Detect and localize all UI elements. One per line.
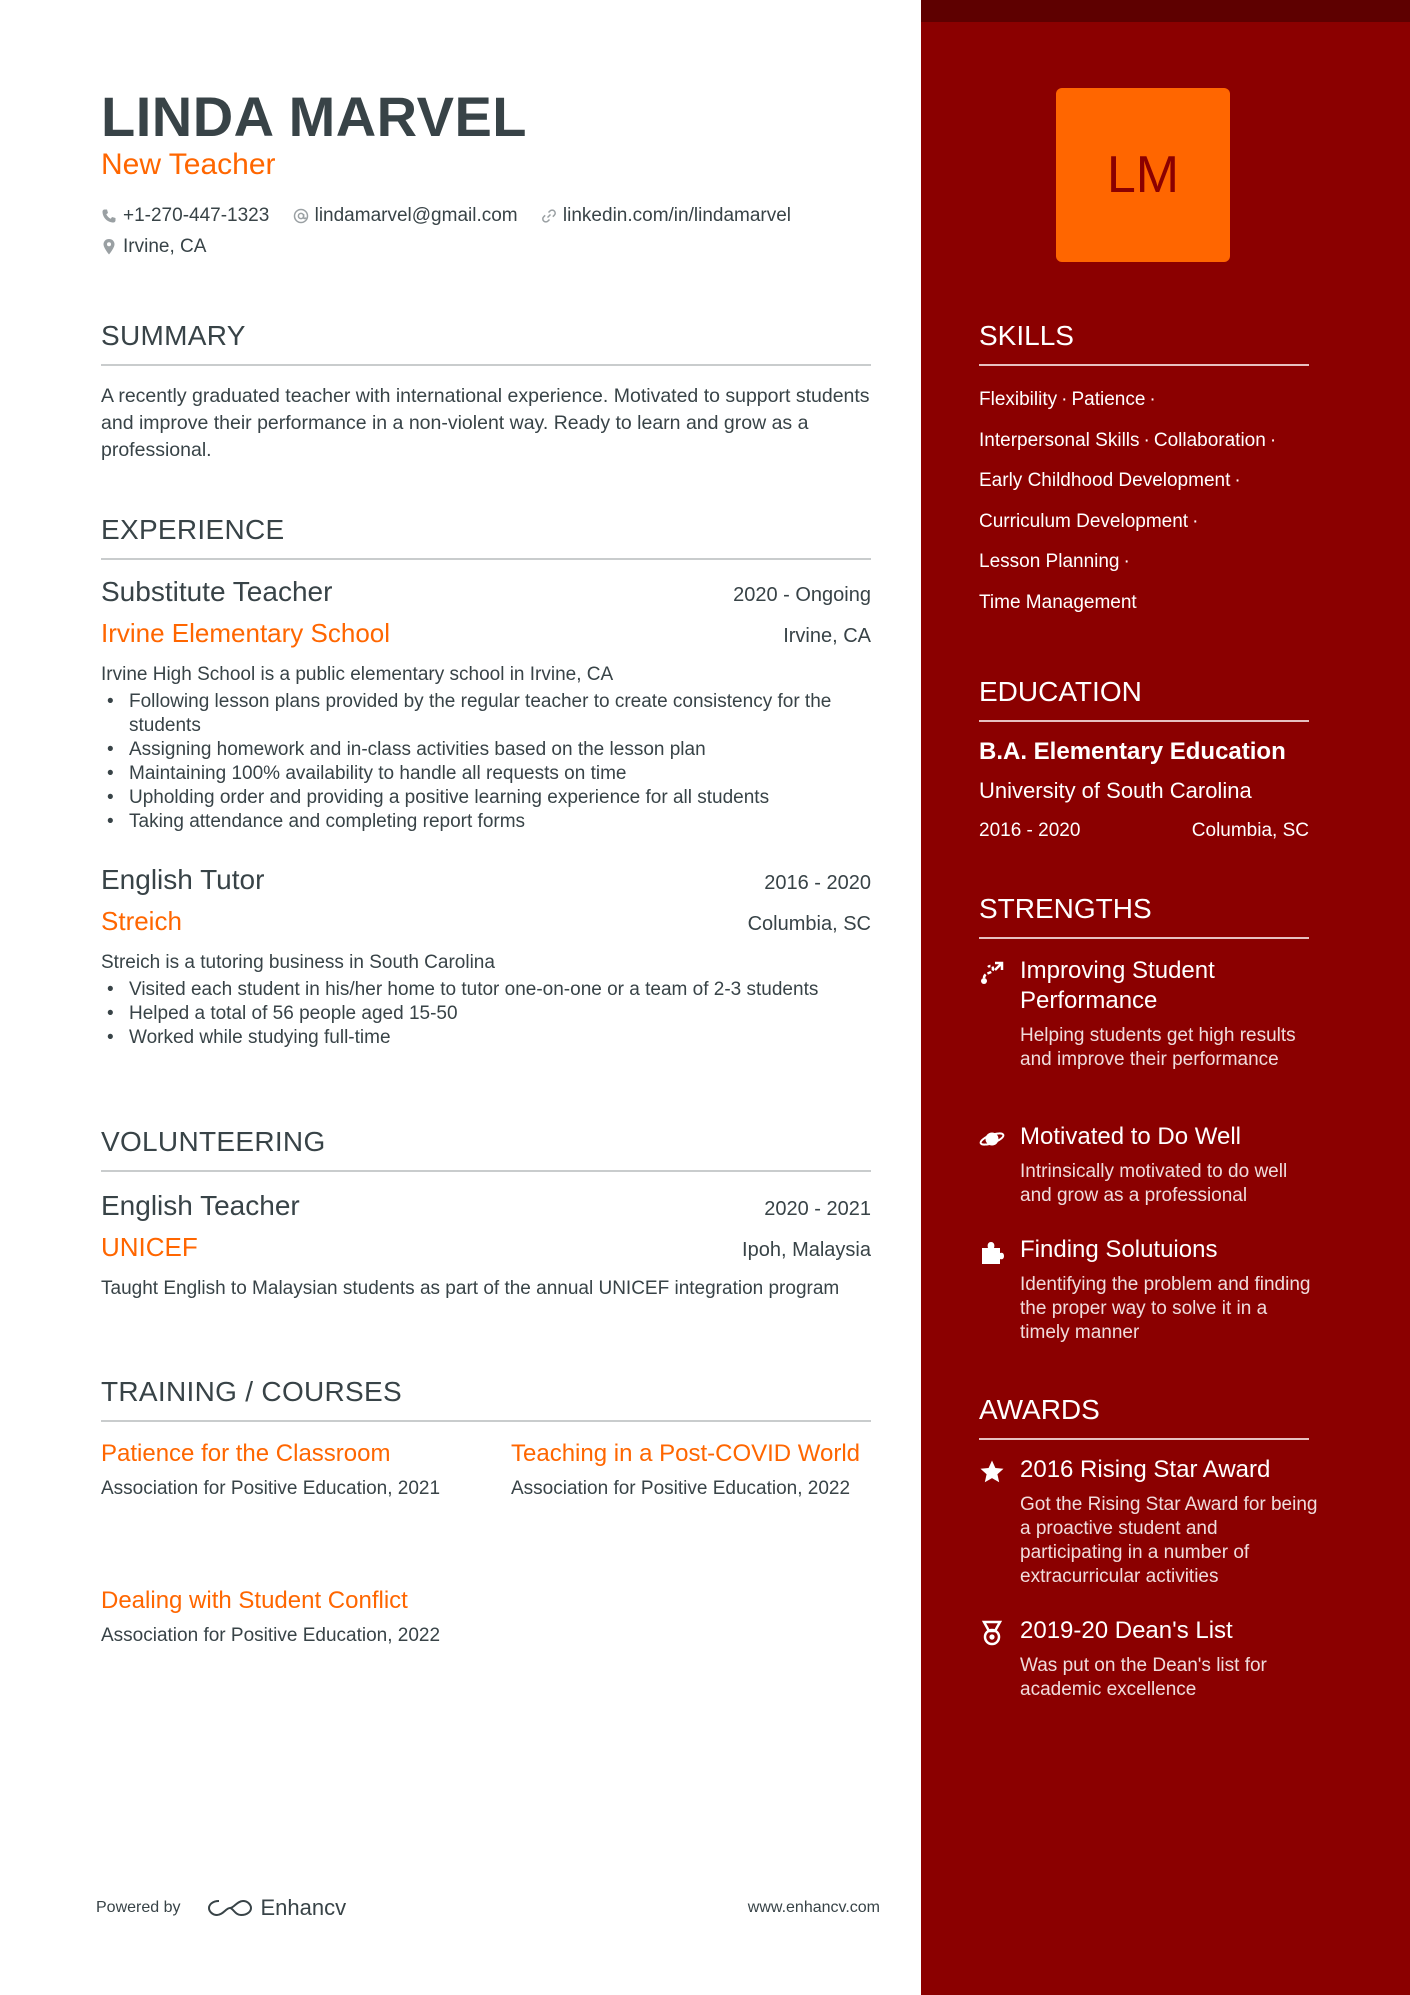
- candidate-role: New Teacher: [101, 148, 276, 181]
- volunteer-title: English Teacher: [101, 1190, 300, 1221]
- job-description: Irvine High School is a public elementary school in Irvine, CA: [101, 664, 614, 685]
- job-company: Irvine Elementary School: [101, 618, 391, 648]
- job-company: Streich: [101, 906, 182, 936]
- job-location: Irvine, CA: [783, 625, 871, 647]
- location-pin-icon: [101, 238, 117, 256]
- powered-by-label: Powered by: [96, 1899, 181, 1916]
- skill-separator: ·: [1149, 389, 1156, 410]
- education-heading: EDUCATION: [979, 676, 1309, 722]
- job-bullets: [101, 690, 871, 834]
- path-arrow-icon: [979, 960, 1005, 986]
- summary-text: A recently graduated teacher with international experience. Motivated to support students and improve their performance in a non-violent way. Ready to learn and grow as a professional.: [101, 385, 870, 461]
- course-meta: Association for Positive Education, 2022: [101, 1625, 441, 1646]
- volunteer-location: Ipoh, Malaysia: [742, 1239, 871, 1261]
- job-title: English Tutor: [101, 864, 265, 895]
- avatar-initials: LM: [1106, 146, 1180, 204]
- contact-linkedin[interactable]: [541, 202, 791, 230]
- powered-by: [96, 1895, 346, 1921]
- strength-desc: Helping students get high results and improve their performance: [1020, 1025, 1296, 1070]
- bullet-item: • Worked while studying full-time: [101, 1026, 871, 1050]
- course-meta: Association for Positive Education, 2021: [101, 1478, 441, 1499]
- course-title: Patience for the Classroom: [101, 1440, 391, 1467]
- strength-item: [979, 1122, 1319, 1208]
- education-degree: B.A. Elementary Education: [979, 738, 1286, 765]
- skills-heading: SKILLS: [979, 320, 1309, 366]
- job-dates: 2020 - Ongoing: [733, 584, 871, 606]
- course-item: [101, 1586, 461, 1648]
- job-description: Streich is a tutoring business in South Carolina: [101, 952, 495, 973]
- footer-url[interactable]: www.enhancv.com: [747, 1899, 880, 1916]
- strength-title: Improving Student Performance: [1020, 957, 1215, 1014]
- skill-separator: ·: [1192, 510, 1199, 532]
- skill-separator: ·: [1123, 551, 1130, 572]
- skill-item: Flexibility: [979, 389, 1058, 410]
- award-desc: Got the Rising Star Award for being a proactive student and participating in a number of extracurricular activities: [1020, 1494, 1318, 1587]
- sidebar-top-band: [921, 0, 1410, 22]
- enhancv-logo-icon: [207, 1897, 253, 1919]
- skill-item: Patience: [1071, 389, 1146, 410]
- course-meta: Association for Positive Education, 2022: [511, 1478, 851, 1499]
- brand-name: Enhancv: [260, 1895, 347, 1920]
- skills-list: [979, 380, 1319, 623]
- course-title: Teaching in a Post-COVID World: [511, 1440, 861, 1467]
- job-dates: 2016 - 2020: [764, 872, 871, 894]
- star-icon: [979, 1459, 1005, 1485]
- skill-item: Interpersonal Skills: [979, 429, 1140, 451]
- course-item: [101, 1439, 461, 1501]
- sidebar: [921, 0, 1410, 1995]
- bullet-item: • Assigning homework and in-class activities based on the lesson plan: [101, 738, 871, 762]
- job-title: Substitute Teacher: [101, 576, 333, 607]
- email-text: lindamarvel@gmail.com: [314, 205, 518, 226]
- link-icon: [541, 208, 557, 224]
- bullet-item: • Maintaining 100% availability to handle all requests on time: [101, 762, 871, 786]
- experience-entry: [101, 576, 871, 834]
- course-item: [511, 1439, 871, 1501]
- summary-heading: SUMMARY: [101, 320, 871, 366]
- bullet-item: • Visited each student in his/her home to tutor one-on-one or a team of 2-3 students: [101, 978, 871, 1002]
- strength-item: [979, 1235, 1319, 1345]
- awards-heading: AWARDS: [979, 1394, 1309, 1440]
- contact-email[interactable]: [293, 202, 518, 230]
- strengths-heading: STRENGTHS: [979, 893, 1309, 939]
- education-school: University of South Carolina: [979, 778, 1252, 803]
- job-bullets: [101, 978, 871, 1050]
- strength-item: [979, 956, 1319, 1072]
- strength-title: Motivated to Do Well: [1020, 1123, 1241, 1150]
- skill-separator: ·: [1061, 389, 1068, 410]
- experience-entry: [101, 864, 871, 1050]
- training-heading: TRAINING / COURSES: [101, 1376, 871, 1422]
- contact-phone[interactable]: [101, 202, 269, 230]
- skill-item: Time Management: [979, 591, 1137, 613]
- bullet-item: • Helped a total of 56 people aged 15-50: [101, 1002, 871, 1026]
- avatar: [1056, 88, 1230, 262]
- medal-icon: [979, 1620, 1005, 1646]
- award-title: 2019-20 Dean's List: [1020, 1617, 1233, 1644]
- volunteer-dates: 2020 - 2021: [764, 1198, 871, 1220]
- award-item: [979, 1455, 1319, 1589]
- volunteer-org: UNICEF: [101, 1232, 198, 1262]
- skill-item: Curriculum Development: [979, 510, 1189, 532]
- job-location: Columbia, SC: [747, 913, 871, 935]
- bullet-item: • Upholding order and providing a positive learning experience for all students: [101, 786, 871, 810]
- candidate-name: LINDA MARVEL: [101, 85, 527, 148]
- contact-info: [101, 202, 881, 265]
- at-icon: [293, 208, 309, 224]
- puzzle-icon: [979, 1239, 1005, 1265]
- brand-logo[interactable]: [207, 1895, 347, 1921]
- award-desc: Was put on the Dean's list for academic excellence: [1020, 1655, 1267, 1700]
- skill-separator: ·: [1143, 429, 1150, 451]
- location-text: Irvine, CA: [123, 236, 207, 257]
- strength-desc: Intrinsically motivated to do well and grow as a professional: [1020, 1161, 1288, 1206]
- strength-title: Finding Solutuions: [1020, 1236, 1218, 1263]
- experience-heading: EXPERIENCE: [101, 514, 871, 560]
- phone-text: +1-270-447-1323: [123, 205, 270, 226]
- skill-item: Early Childhood Development: [979, 470, 1231, 491]
- skill-item: Lesson Planning: [979, 551, 1120, 572]
- education-dates: 2016 - 2020: [979, 820, 1081, 841]
- skill-separator: ·: [1269, 429, 1277, 451]
- bullet-item: • Taking attendance and completing report forms: [101, 810, 871, 834]
- strength-desc: Identifying the problem and finding the proper way to solve it in a timely manner: [1020, 1274, 1311, 1343]
- footer: [96, 1895, 880, 1921]
- skill-separator: ·: [1234, 470, 1241, 491]
- volunteer-description: Taught English to Malaysian students as part of the annual UNICEF integration program: [101, 1278, 840, 1299]
- award-title: 2016 Rising Star Award: [1020, 1456, 1271, 1483]
- bullet-item: • Following lesson plans provided by the regular teacher to create consistency for the students: [101, 690, 871, 738]
- education-location: Columbia, SC: [1191, 820, 1309, 841]
- linkedin-text: linkedin.com/in/lindamarvel: [562, 205, 792, 226]
- contact-location: [101, 233, 206, 261]
- award-item: [979, 1616, 1319, 1702]
- course-title: Dealing with Student Conflict: [101, 1587, 408, 1614]
- volunteering-heading: VOLUNTEERING: [101, 1126, 871, 1172]
- skill-item: Collaboration: [1153, 429, 1266, 451]
- volunteering-entry: [101, 1190, 871, 1301]
- education-meta: [979, 820, 1309, 842]
- planet-icon: [979, 1126, 1005, 1152]
- phone-icon: [101, 208, 117, 224]
